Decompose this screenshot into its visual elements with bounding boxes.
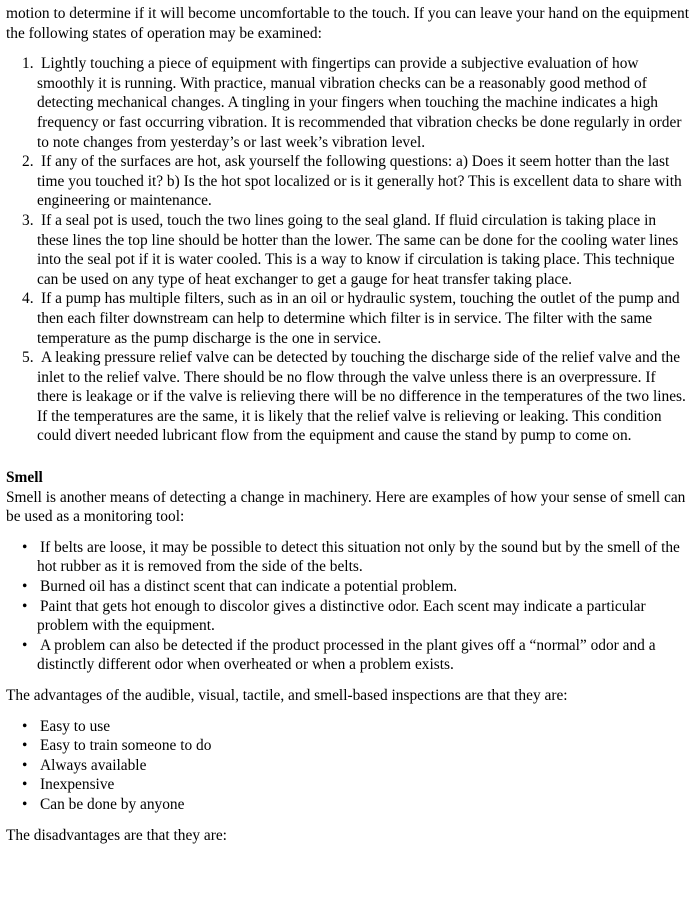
disadvantages-intro: The disadvantages are that they are: xyxy=(6,826,227,844)
touch-checks-list xyxy=(6,54,690,446)
list-item xyxy=(6,636,690,675)
list-item xyxy=(6,577,690,597)
list-item-text: Always available xyxy=(40,756,147,774)
list-item-text: If belts are loose, it may be possible to detect this situation not only by the sound but by the smell of the hot rubber as it is removed from the side of the belts. xyxy=(37,538,680,576)
list-item xyxy=(6,54,690,152)
list-item-text: If a seal pot is used, touch the two lines going to the seal gland. If fluid circulation is taking place in these lines the top line should be hotter than the lower. The same can be done for the cooling water lines into the seal pot if it is water cooled. This is a way to know if circulation is taking place. This technique can be used on any type of heat exchanger to get a gauge for heat transfer taking place. xyxy=(37,211,679,288)
list-item-text: Easy to train someone to do xyxy=(40,737,212,755)
list-item-text: If a pump has multiple filters, such as in an oil or hydraulic system, touching the outlet of the pump and then each filter downstream can help to determine which filter is in service. The filter with the same temperature as the pump discharge is the one in service. xyxy=(37,290,680,347)
bullet-marker: • xyxy=(22,578,28,596)
list-item xyxy=(6,348,690,446)
list-item-text: Burned oil has a distinct scent that can indicate a potential problem. xyxy=(40,578,458,596)
list-item-text: Can be done by anyone xyxy=(40,795,185,813)
bullet-marker: • xyxy=(22,795,28,813)
bullet-marker: • xyxy=(22,756,28,774)
bullet-marker: • xyxy=(22,717,28,735)
intro-paragraph: motion to determine if it will become uncomfortable to the touch. If you can leave your hand on the equipment the following states of operation may be examined: xyxy=(6,5,689,42)
advantages-list xyxy=(6,717,690,815)
list-item-text: Inexpensive xyxy=(40,776,115,794)
list-item xyxy=(6,736,690,756)
smell-intro: Smell is another means of detecting a change in machinery. Here are examples of how your sense of smell can be used as a monitoring tool: xyxy=(6,488,686,526)
list-item-text: Paint that gets hot enough to discolor gives a distinctive odor. Each scent may indicate a particular problem with the equipment. xyxy=(37,597,646,635)
list-item-number: 3. xyxy=(22,211,34,229)
list-item-number: 2. xyxy=(22,153,34,171)
bullet-marker: • xyxy=(22,737,28,755)
list-item xyxy=(6,775,690,795)
list-item xyxy=(6,597,690,636)
smell-examples-list xyxy=(6,538,690,675)
list-item xyxy=(6,211,690,289)
list-item-text: A leaking pressure relief valve can be detected by touching the discharge side of the relief valve and the inlet to the relief valve. There should be no flow through the valve unless there is an overpressure. If there is leakage or if the valve is relieving there will be no difference in the temperatures of the two lines. If the temperatures are the same, it is likely that the relief valve is relieving or leaking. This condition could divert needed lubricant flow from the equipment and cause the stand by pump to come on. xyxy=(37,349,686,445)
list-item-number: 1. xyxy=(22,55,34,73)
bullet-marker: • xyxy=(22,597,28,615)
list-item xyxy=(6,756,690,776)
list-item xyxy=(6,795,690,815)
list-item xyxy=(6,152,690,211)
bullet-marker: • xyxy=(22,776,28,794)
list-item-number: 4. xyxy=(22,290,34,308)
document-page xyxy=(6,4,690,856)
list-item xyxy=(6,538,690,577)
list-item-text: Easy to use xyxy=(40,717,111,735)
bullet-marker: • xyxy=(22,636,28,654)
list-item-text: A problem can also be detected if the product processed in the plant gives off a “normal” odor and a distinctly different odor when overheated or when a problem exists. xyxy=(37,636,656,674)
bullet-marker: • xyxy=(22,538,28,556)
advantages-intro: The advantages of the audible, visual, tactile, and smell-based inspections are that they are: xyxy=(6,687,568,704)
list-item-text: If any of the surfaces are hot, ask yourself the following questions: a) Does it seem hotter than the last time you touched it? b) Is the hot spot localized or is it generally hot? This is excellent data to share with engineering or maintenance. xyxy=(37,153,682,210)
list-item-text: Lightly touching a piece of equipment with fingertips can provide a subjective evaluation of how smoothly it is running. With practice, manual vibration checks can be a reasonably good method of detecting mechanical changes. A tingling in your fingers when touching the machine indicates a high frequency or fast occurring vibration. It is recommended that vibration checks be done regularly in order to note changes from yesterday’s or last week’s vibration level. xyxy=(37,55,682,151)
smell-heading: Smell xyxy=(6,469,43,487)
list-item xyxy=(6,717,690,737)
list-item xyxy=(6,289,690,348)
list-item-number: 5. xyxy=(22,349,34,367)
